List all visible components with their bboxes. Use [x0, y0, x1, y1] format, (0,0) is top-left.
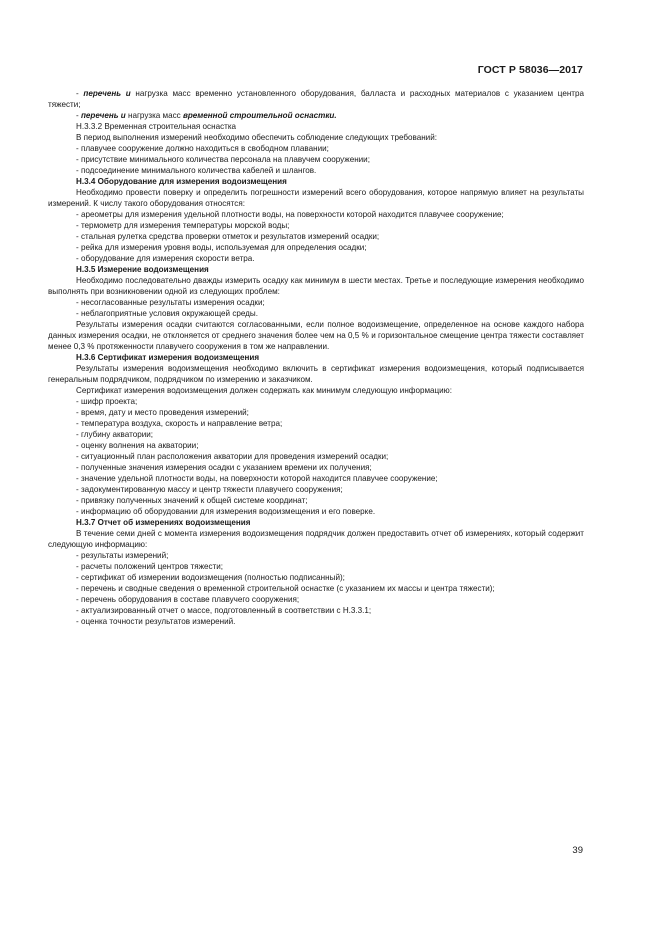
- list-item: - перечень оборудования в составе плавучего сооружения;: [76, 595, 300, 604]
- list-item: - актуализированный отчет о массе, подготовленный в соответствии с Н.3.3.1;: [76, 606, 372, 615]
- list-item: - сертификат об измерении водоизмещения (полностью подписанный);: [76, 573, 345, 582]
- list-item: - информацию об оборудовании для измерения водоизмещения и его поверке.: [76, 507, 376, 516]
- list-item: - оценка точности результатов измерений.: [76, 617, 236, 626]
- emphasis: перечень и: [83, 89, 131, 98]
- list-item: - неблагоприятные условия окружающей среды.: [76, 309, 258, 318]
- list-item: - оборудование для измерения скорости ветра.: [76, 254, 255, 263]
- list-item: - результаты измерений;: [76, 551, 169, 560]
- list-item: - перечень и нагрузка масс временно установленного оборудования, балласта и расходных материалов с указанием центра тяжести;: [48, 89, 585, 109]
- list-item: - ситуационный план расположения акватории для проведения измерений осадки;: [76, 452, 389, 461]
- list-item: - температура воздуха, скорость и направление ветра;: [76, 419, 283, 428]
- list-item: - время, дату и место проведения измерений;: [76, 408, 249, 417]
- list-item: - стальная рулетка средства проверки отметок и результатов измерений осадки;: [76, 232, 380, 241]
- list-item: - значение удельной плотности воды, на поверхности которой находится плавучее сооружение;: [76, 474, 438, 483]
- list-item: - оценку волнения на акватории;: [76, 441, 199, 450]
- page-number: 39: [572, 845, 583, 856]
- paragraph: Необходимо последовательно дважды измерить осадку как минимум в шести местах. Третье и последующие измерения необходимо выполнять при возникновении одной из следующих проблем:: [48, 276, 584, 296]
- section-heading: Н.3.6 Сертификат измерения водоизмещения: [76, 353, 260, 362]
- standard-designation: ГОСТ Р 58036—2017: [477, 64, 583, 76]
- subclause-title: Н.3.3.2 Временная строительная оснастка: [76, 122, 237, 131]
- section-heading: Н.3.5 Измерение водоизмещения: [76, 265, 209, 274]
- list-item-text: нагрузка масс временно установленного оборудования, балласта и расходных материалов с указанием центра тяжести;: [48, 89, 585, 109]
- paragraph: В период выполнения измерений необходимо обеспечить соблюдение следующих требований:: [76, 133, 437, 142]
- list-item: - присутствие минимального количества персонала на плавучем сооружении;: [76, 155, 370, 164]
- list-item: - расчеты положений центров тяжести;: [76, 562, 224, 571]
- list-item-text: нагрузка масс: [125, 111, 183, 120]
- list-item: - перечень и сводные сведения о временной строительной оснастке (с указанием их массы и центра тяжести);: [76, 584, 495, 593]
- list-item: - рейка для измерения уровня воды, используемая для определения осадки;: [76, 243, 367, 252]
- list-item: - перечень и нагрузка масс временной строительной оснастки.: [76, 111, 337, 120]
- list-item: - несогласованные результаты измерения осадки;: [76, 298, 265, 307]
- list-item: - полученные значения измерения осадки с указанием времени их получения;: [76, 463, 372, 472]
- list-item: - плавучее сооружение должно находиться в свободном плавании;: [76, 144, 329, 153]
- emphasis: перечень и: [80, 111, 126, 120]
- list-item: - ареометры для измерения удельной плотности воды, на поверхности которой находится плавучее сооружение;: [76, 210, 504, 219]
- document-body: [48, 88, 584, 627]
- list-item: - шифр проекта;: [76, 397, 138, 406]
- list-item: - термометр для измерения температуры морской воды;: [76, 221, 290, 230]
- emphasis: временной строительной оснастки.: [182, 111, 337, 120]
- list-item: - задокументированную массу и центр тяжести плавучего сооружения;: [76, 485, 343, 494]
- paragraph: В течение семи дней с момента измерения водоизмещения подрядчик должен предоставить отчет об измерениях, который содержит следующую информацию:: [48, 529, 584, 549]
- section-heading: Н.3.7 Отчет об измерениях водоизмещения: [76, 518, 251, 527]
- paragraph: Результаты измерения водоизмещения необходимо включить в сертификат измерения водоизмещения, который подписывается генеральным подрядчиком, подрядчиком по измерению и заказчиком.: [48, 364, 584, 384]
- list-item: - глубину акватории;: [76, 430, 153, 439]
- paragraph: Сертификат измерения водоизмещения должен содержать как минимум следующую информацию:: [76, 386, 452, 395]
- list-item: - привязку полученных значений к общей системе координат;: [76, 496, 308, 505]
- section-heading: Н.3.4 Оборудование для измерения водоизмещения: [76, 177, 287, 186]
- paragraph: Результаты измерения осадки считаются согласованными, если полное водоизмещение, определенное на основе каждого набора данных измерения осадки, не отклоняется от среднего значения более чем на 0,5 % и горизонтальное смещение центра тяжести составляет менее 0,3 % протяженности плавучего сооружения в том же направлении.: [48, 320, 584, 351]
- list-item: - подсоединение минимального количества кабелей и шлангов.: [76, 166, 317, 175]
- paragraph: Необходимо провести поверку и определить погрешности измерений всего оборудования, которое напрямую влияет на результаты измерений. К числу такого оборудования относятся:: [48, 188, 584, 208]
